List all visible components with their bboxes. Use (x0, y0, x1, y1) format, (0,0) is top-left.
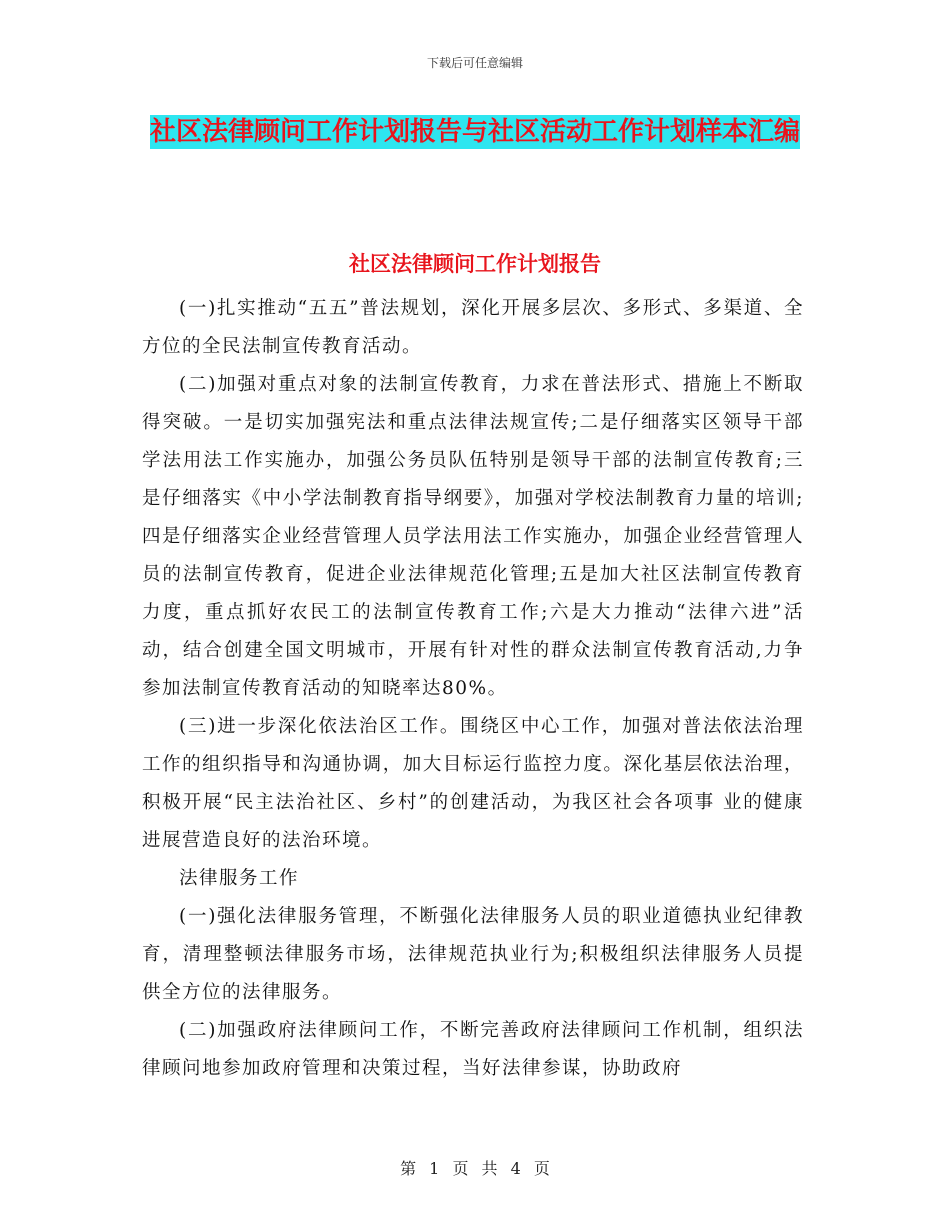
paragraph-3: (三)进一步深化依法治区工作。围绕区中心工作，加强对普法依法治理工作的组织指导和沟通协调，加大目标运行监控力度。深化基层依法治理，积极开展“民主法治社区、乡村”的创建活动，为我区社会各项事 业的健康进展营造良好的法治环境。 (142, 716, 804, 851)
section-title: 社区法律顾问工作计划报告 (349, 251, 601, 276)
document-title (140, 110, 810, 154)
paragraph-4: (一)强化法律服务管理，不断强化法律服务人员的职业道德执业纪律教育，清理整顿法律服务市场，法律规范执业行为;积极组织法律服务人员提供全方位的法律服务。 (142, 906, 804, 1003)
document-title-text: 社区法律顾问工作计划报告与社区活动工作计划样本汇编 (149, 117, 800, 147)
subheading-legal-services: 法律服务工作 (179, 868, 300, 889)
document-body (142, 290, 804, 1088)
paragraph-2: (二)加强对重点对象的法制宣传教育，力求在普法形式、措施上不断取得突破。一是切实加强宪法和重点法律法规宣传;二是仔细落实区领导干部学法用法工作实施办，加强公务员队伍特别是领导干部的法制宣传教育;三是仔细落实《中小学法制教育指导纲要》，加强对学校法制教育力量的培训;四是仔细落实企业经营管理人员学法用法工作实施办，加强企业经营管理人员的法制宣传教育，促进企业法律规范化管理;五是加大社区法制宣传教育力度，重点抓好农民工的法制宣传教育工作;六是大力推动“法律六进”活动，结合创建全国文明城市，开展有针对性的群众法制宣传教育活动,力争参加法制宣传教育活动的知晓率达80%。 (142, 374, 804, 699)
header-note: 下载后可任意编辑 (426, 56, 523, 70)
page-footer: 第 1 页 共 4 页 (400, 1159, 550, 1178)
paragraph-1: (一)扎实推动“五五”普法规划，深化开展多层次、多形式、多渠道、全方位的全民法制宣传教育活动。 (142, 298, 804, 357)
paragraph-5: (二)加强政府法律顾问工作，不断完善政府法律顾问工作机制，组织法律顾问地参加政府管理和决策过程，当好法律参谋，协助政府 (142, 1020, 804, 1079)
